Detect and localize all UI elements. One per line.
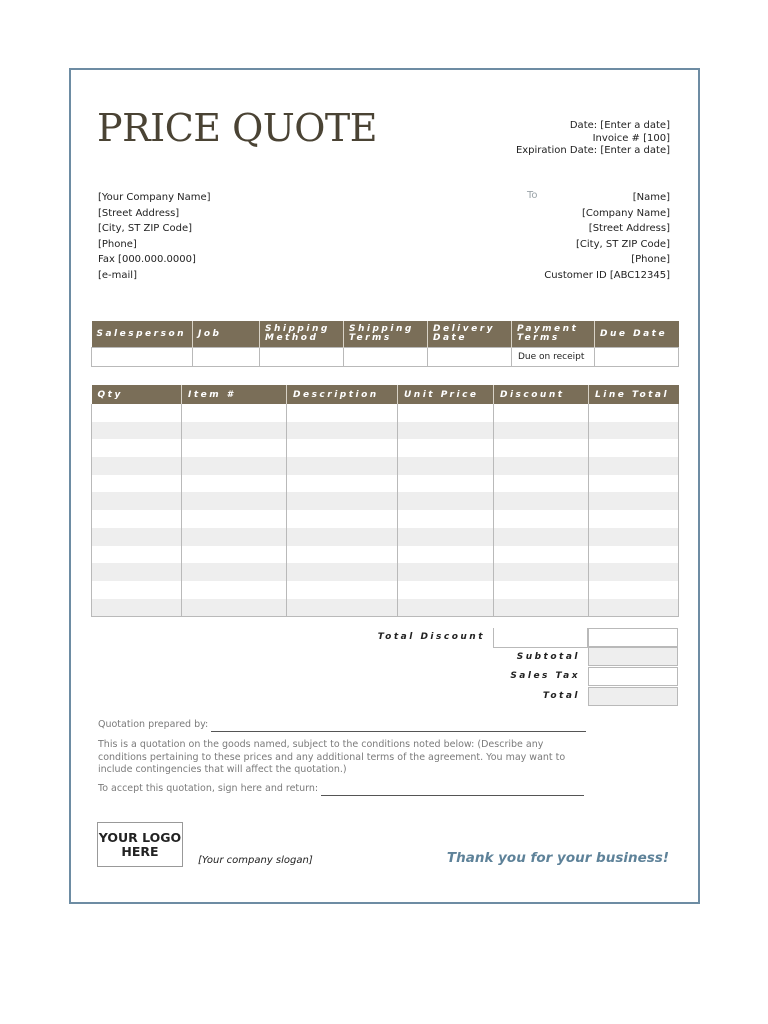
line-item-cell[interactable]: [398, 492, 494, 510]
accept-label: To accept this quotation, sign here and return:: [98, 783, 319, 794]
line-item-cell[interactable]: [182, 563, 287, 581]
line-item-cell[interactable]: [92, 404, 182, 422]
line-item-cell[interactable]: [589, 457, 679, 475]
thank-you-message: Thank you for your business!: [446, 850, 669, 866]
line-item-cell[interactable]: [494, 492, 589, 510]
email: [e-mail]: [98, 269, 137, 281]
table-row: [92, 528, 679, 546]
line-item-cell[interactable]: [398, 546, 494, 564]
line-item-cell[interactable]: [92, 510, 182, 528]
line-item-cell[interactable]: [287, 475, 398, 493]
table-row: [92, 563, 679, 581]
line-item-cell[interactable]: [398, 581, 494, 599]
col-description: Description: [287, 385, 398, 404]
line-item-cell[interactable]: [287, 563, 398, 581]
table-row: [92, 404, 679, 422]
line-item-cell[interactable]: [182, 457, 287, 475]
company-logo: YOUR LOGO HERE: [97, 822, 183, 867]
due-date-cell[interactable]: [595, 348, 679, 367]
line-item-cell[interactable]: [589, 599, 679, 617]
line-item-cell[interactable]: [287, 581, 398, 599]
order-info-row: [92, 348, 679, 367]
line-item-cell[interactable]: [589, 439, 679, 457]
line-item-cell[interactable]: [589, 581, 679, 599]
line-item-cell[interactable]: [494, 475, 589, 493]
line-item-cell[interactable]: [494, 546, 589, 564]
line-item-cell[interactable]: [287, 510, 398, 528]
line-item-cell[interactable]: [398, 422, 494, 440]
page-title: PRICE QUOTE: [97, 106, 378, 150]
table-row: [92, 492, 679, 510]
line-item-cell[interactable]: [182, 599, 287, 617]
fax: Fax [000.000.0000]: [98, 254, 196, 265]
line-item-cell[interactable]: [92, 546, 182, 564]
col-discount: Discount: [494, 385, 589, 404]
col-item-number: Item #: [182, 385, 287, 404]
recipient-phone: [Phone]: [631, 254, 670, 265]
line-item-cell[interactable]: [182, 510, 287, 528]
table-row: [92, 439, 679, 457]
total-box[interactable]: [588, 687, 678, 706]
company-slogan: [Your company slogan]: [198, 855, 313, 866]
table-row: [92, 422, 679, 440]
line-item-cell[interactable]: [182, 404, 287, 422]
order-info-table: [91, 321, 679, 367]
table-row: [92, 475, 679, 493]
line-item-cell[interactable]: [182, 492, 287, 510]
col-shipping-method: Shipping Method: [260, 321, 344, 348]
line-item-cell[interactable]: [494, 457, 589, 475]
total-discount-label: Total Discount: [377, 632, 485, 642]
expiration-date: Expiration Date: [Enter a date]: [515, 145, 670, 156]
line-items-table: [91, 385, 679, 617]
line-item-cell[interactable]: [589, 563, 679, 581]
line-item-cell[interactable]: [287, 528, 398, 546]
line-item-cell[interactable]: [398, 563, 494, 581]
table-row: [92, 546, 679, 564]
sales-tax-box[interactable]: [588, 667, 678, 686]
line-item-cell[interactable]: [398, 528, 494, 546]
quote-date: Date: [Enter a date]: [569, 120, 670, 131]
line-item-cell[interactable]: [589, 475, 679, 493]
invoice-number: Invoice # [100]: [592, 132, 670, 144]
line-item-cell[interactable]: [182, 528, 287, 546]
line-item-cell[interactable]: [494, 599, 589, 617]
table-row: [92, 599, 679, 617]
line-item-cell[interactable]: [589, 546, 679, 564]
line-item-cell[interactable]: [287, 422, 398, 440]
recipient-city: [City, ST ZIP Code]: [575, 238, 670, 250]
total-discount-box[interactable]: [493, 628, 588, 648]
payment-terms-cell[interactable]: Due on receipt: [512, 348, 595, 367]
shipping-terms-cell[interactable]: [344, 348, 428, 367]
line-item-cell[interactable]: [398, 475, 494, 493]
line-item-cell[interactable]: [589, 528, 679, 546]
col-due-date: Due Date: [595, 321, 679, 348]
line-item-cell[interactable]: [287, 546, 398, 564]
col-job: Job: [193, 321, 260, 348]
col-payment-terms: Payment Terms: [512, 321, 595, 348]
recipient-company: [Company Name]: [581, 207, 670, 219]
line-item-cell[interactable]: [494, 404, 589, 422]
line-item-cell[interactable]: [589, 422, 679, 440]
line-item-cell[interactable]: [182, 475, 287, 493]
col-delivery-date: Delivery Date: [428, 321, 512, 348]
order-info-header: [92, 321, 679, 348]
delivery-date-cell[interactable]: [428, 348, 512, 367]
line-item-cell[interactable]: [287, 492, 398, 510]
job-cell[interactable]: [193, 348, 260, 367]
conditions-text: This is a quotation on the goods named, subject to the conditions noted below: (Describe any conditions pertaining to these prices and any additional terms of the agreement. You may want to include contingencies that will affect the quotation.): [98, 739, 566, 775]
total-label: Total: [542, 691, 580, 701]
phone: [Phone]: [98, 238, 137, 250]
shipping-method-cell[interactable]: [260, 348, 344, 367]
accept-line: [98, 783, 584, 796]
subtotal-label: Subtotal: [516, 652, 580, 662]
line-item-cell[interactable]: [182, 439, 287, 457]
recipient-address: [544, 190, 670, 283]
company-name: [Your Company Name]: [98, 192, 211, 203]
line-item-cell[interactable]: [494, 581, 589, 599]
recipient-name: [Name]: [632, 192, 670, 203]
total-discount-line-box[interactable]: [588, 628, 678, 647]
table-row: [92, 510, 679, 528]
prepared-by-line: [98, 719, 586, 732]
line-item-cell[interactable]: [494, 528, 589, 546]
line-item-cell[interactable]: [92, 475, 182, 493]
line-item-cell[interactable]: [494, 563, 589, 581]
line-item-cell[interactable]: [287, 599, 398, 617]
line-item-cell[interactable]: [182, 581, 287, 599]
col-salesperson: Salesperson: [92, 321, 193, 348]
col-line-total: Line Total: [589, 385, 679, 404]
line-item-cell[interactable]: [398, 510, 494, 528]
line-item-cell[interactable]: [92, 599, 182, 617]
prepared-by-signature-line[interactable]: [211, 731, 586, 732]
line-item-cell[interactable]: [398, 599, 494, 617]
subtotal-box[interactable]: [588, 647, 678, 666]
line-items-header: [92, 385, 679, 404]
col-qty: Qty: [92, 385, 182, 404]
line-item-cell[interactable]: [182, 422, 287, 440]
line-item-cell[interactable]: [182, 546, 287, 564]
quote-meta: [516, 120, 670, 158]
line-item-cell[interactable]: [589, 404, 679, 422]
line-item-cell[interactable]: [398, 457, 494, 475]
line-item-cell[interactable]: [398, 439, 494, 457]
line-item-cell[interactable]: [494, 510, 589, 528]
line-item-cell[interactable]: [398, 404, 494, 422]
city-state-zip: [City, ST ZIP Code]: [98, 223, 193, 234]
line-item-cell[interactable]: [589, 492, 679, 510]
street-address: [Street Address]: [98, 207, 180, 219]
line-item-cell[interactable]: [494, 422, 589, 440]
line-item-cell[interactable]: [92, 457, 182, 475]
recipient-street: [Street Address]: [588, 223, 670, 234]
col-unit-price: Unit Price: [398, 385, 494, 404]
line-item-cell[interactable]: [287, 457, 398, 475]
sales-tax-label: Sales Tax: [510, 671, 580, 681]
sender-address: [98, 190, 211, 283]
line-item-cell[interactable]: [92, 563, 182, 581]
line-items-body: [92, 404, 679, 617]
salesperson-cell[interactable]: [92, 348, 193, 367]
col-shipping-terms: Shipping Terms: [344, 321, 428, 348]
line-item-cell[interactable]: [287, 439, 398, 457]
line-item-cell[interactable]: [589, 510, 679, 528]
line-item-cell[interactable]: [92, 422, 182, 440]
prepared-by-label: Quotation prepared by:: [98, 719, 209, 730]
to-label: To: [527, 190, 538, 201]
line-item-cell[interactable]: [92, 581, 182, 599]
table-row: [92, 581, 679, 599]
customer-id: Customer ID [ABC12345]: [544, 269, 670, 281]
line-item-cell[interactable]: [494, 439, 589, 457]
table-row: [92, 457, 679, 475]
line-item-cell[interactable]: [92, 439, 182, 457]
accept-signature-line[interactable]: [321, 795, 584, 796]
line-item-cell[interactable]: [92, 528, 182, 546]
line-item-cell[interactable]: [92, 492, 182, 510]
line-item-cell[interactable]: [287, 404, 398, 422]
